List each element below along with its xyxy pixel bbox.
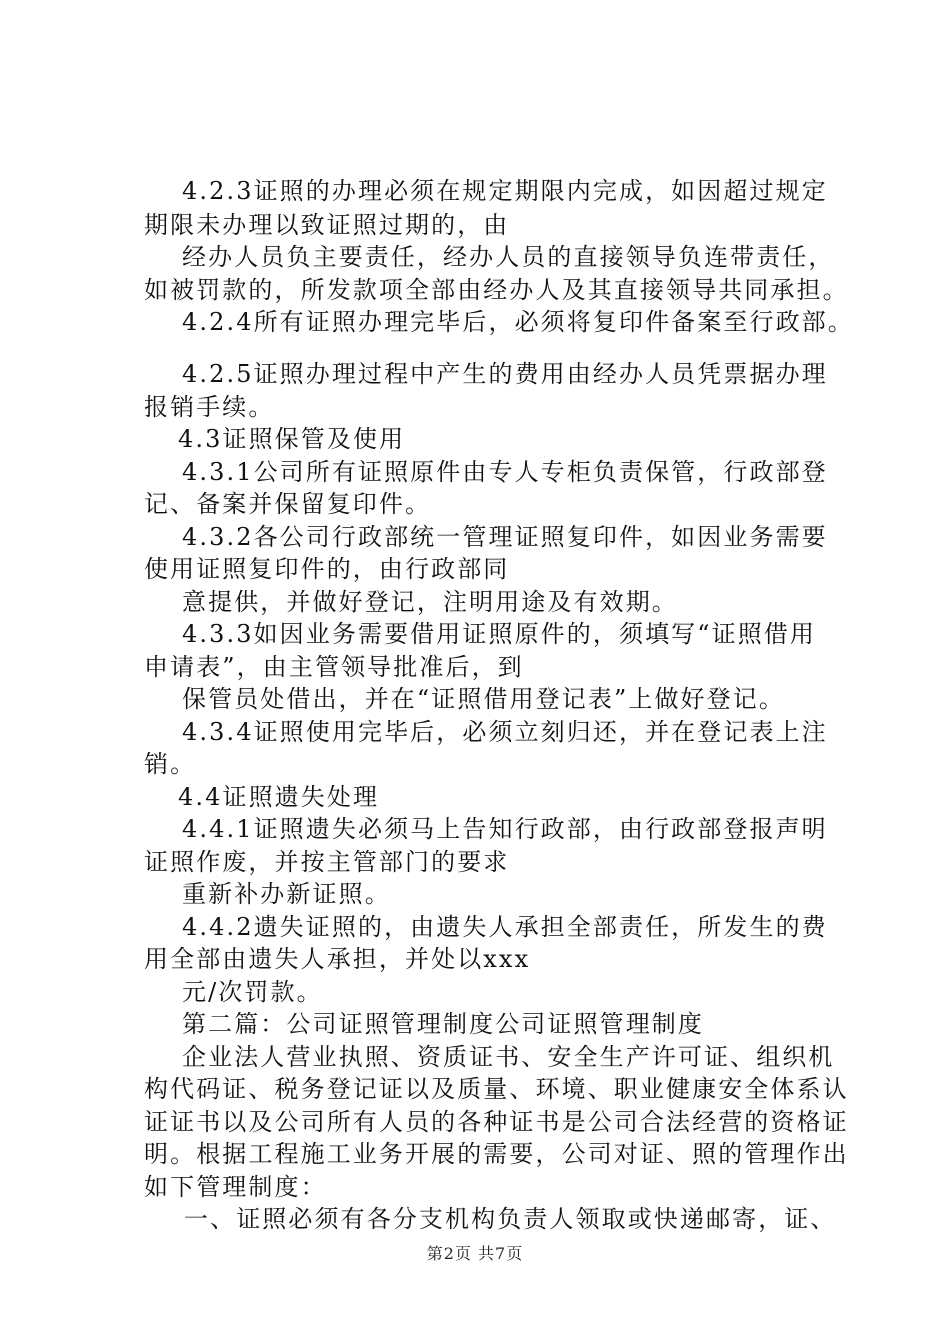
text-line: 4.2.5证照办理过程中产生的费用由经办人员凭票据办理 <box>182 360 828 388</box>
text-line: 用全部由遗失人承担，并处以xxx <box>144 945 531 973</box>
text-line: 使用证照复印件的，由行政部同 <box>144 555 510 583</box>
section-heading: 4.4证照遗失处理 <box>178 783 380 811</box>
text-line: 4.2.4所有证照办理完毕后，必须将复印件备案至行政部。 <box>182 308 854 336</box>
text-line: 4.3.1公司所有证照原件由专人专柜负责保管，行政部登 <box>182 458 828 486</box>
text-line: 证证书以及公司所有人员的各种证书是公司合法经营的资格证 <box>144 1108 849 1136</box>
text-line: 4.2.3证照的办理必须在规定期限内完成，如因超过规定 <box>182 177 828 205</box>
text-line: 元/次罚款。 <box>182 978 323 1006</box>
text-line: 期限未办理以致证照过期的，由 <box>144 211 510 239</box>
text-line: 一、证照必须有各分支机构负责人领取或快递邮寄，证、 <box>184 1205 837 1233</box>
text-line: 记、备案并保留复印件。 <box>144 490 432 518</box>
text-line: 销。 <box>144 750 197 778</box>
text-line: 重新补办新证照。 <box>182 880 391 908</box>
text-line: 构代码证、税务登记证以及质量、环境、职业健康安全体系认 <box>144 1075 849 1103</box>
text-line: 明。根据工程施工业务开展的需要，公司对证、照的管理作出 <box>144 1140 849 1168</box>
text-line: 4.4.2遗失证照的，由遗失人承担全部责任，所发生的费 <box>182 913 828 941</box>
text-line: 如下管理制度： <box>144 1173 327 1201</box>
text-line: 4.3.4证照使用完毕后，必须立刻归还，并在登记表上注 <box>182 718 828 746</box>
page-number: 第2页 共7页 <box>426 1244 524 1263</box>
text-line: 报销手续。 <box>144 393 275 421</box>
text-line: 申请表”，由主管领导批准后，到 <box>144 653 524 681</box>
text-line: 意提供，并做好登记，注明用途及有效期。 <box>182 588 678 616</box>
chapter-heading: 第二篇：公司证照管理制度公司证照管理制度 <box>182 1010 704 1038</box>
text-line: 4.3.2各公司行政部统一管理证照复印件，如因业务需要 <box>182 523 828 551</box>
text-line: 4.4.1证照遗失必须马上告知行政部，由行政部登报声明 <box>182 815 828 843</box>
text-line: 如被罚款的，所发款项全部由经办人及其直接领导共同承担。 <box>144 276 849 304</box>
text-line: 证照作废，并按主管部门的要求 <box>144 848 510 876</box>
text-line: 4.3.3如因业务需要借用证照原件的，须填写“证照借用 <box>182 620 817 648</box>
text-line: 企业法人营业执照、资质证书、安全生产许可证、组织机 <box>182 1043 835 1071</box>
text-line: 经办人员负主要责任，经办人员的直接领导负连带责任， <box>182 243 835 271</box>
section-heading: 4.3证照保管及使用 <box>178 425 406 453</box>
text-line: 保管员处借出，并在“证照借用登记表”上做好登记。 <box>182 685 785 713</box>
